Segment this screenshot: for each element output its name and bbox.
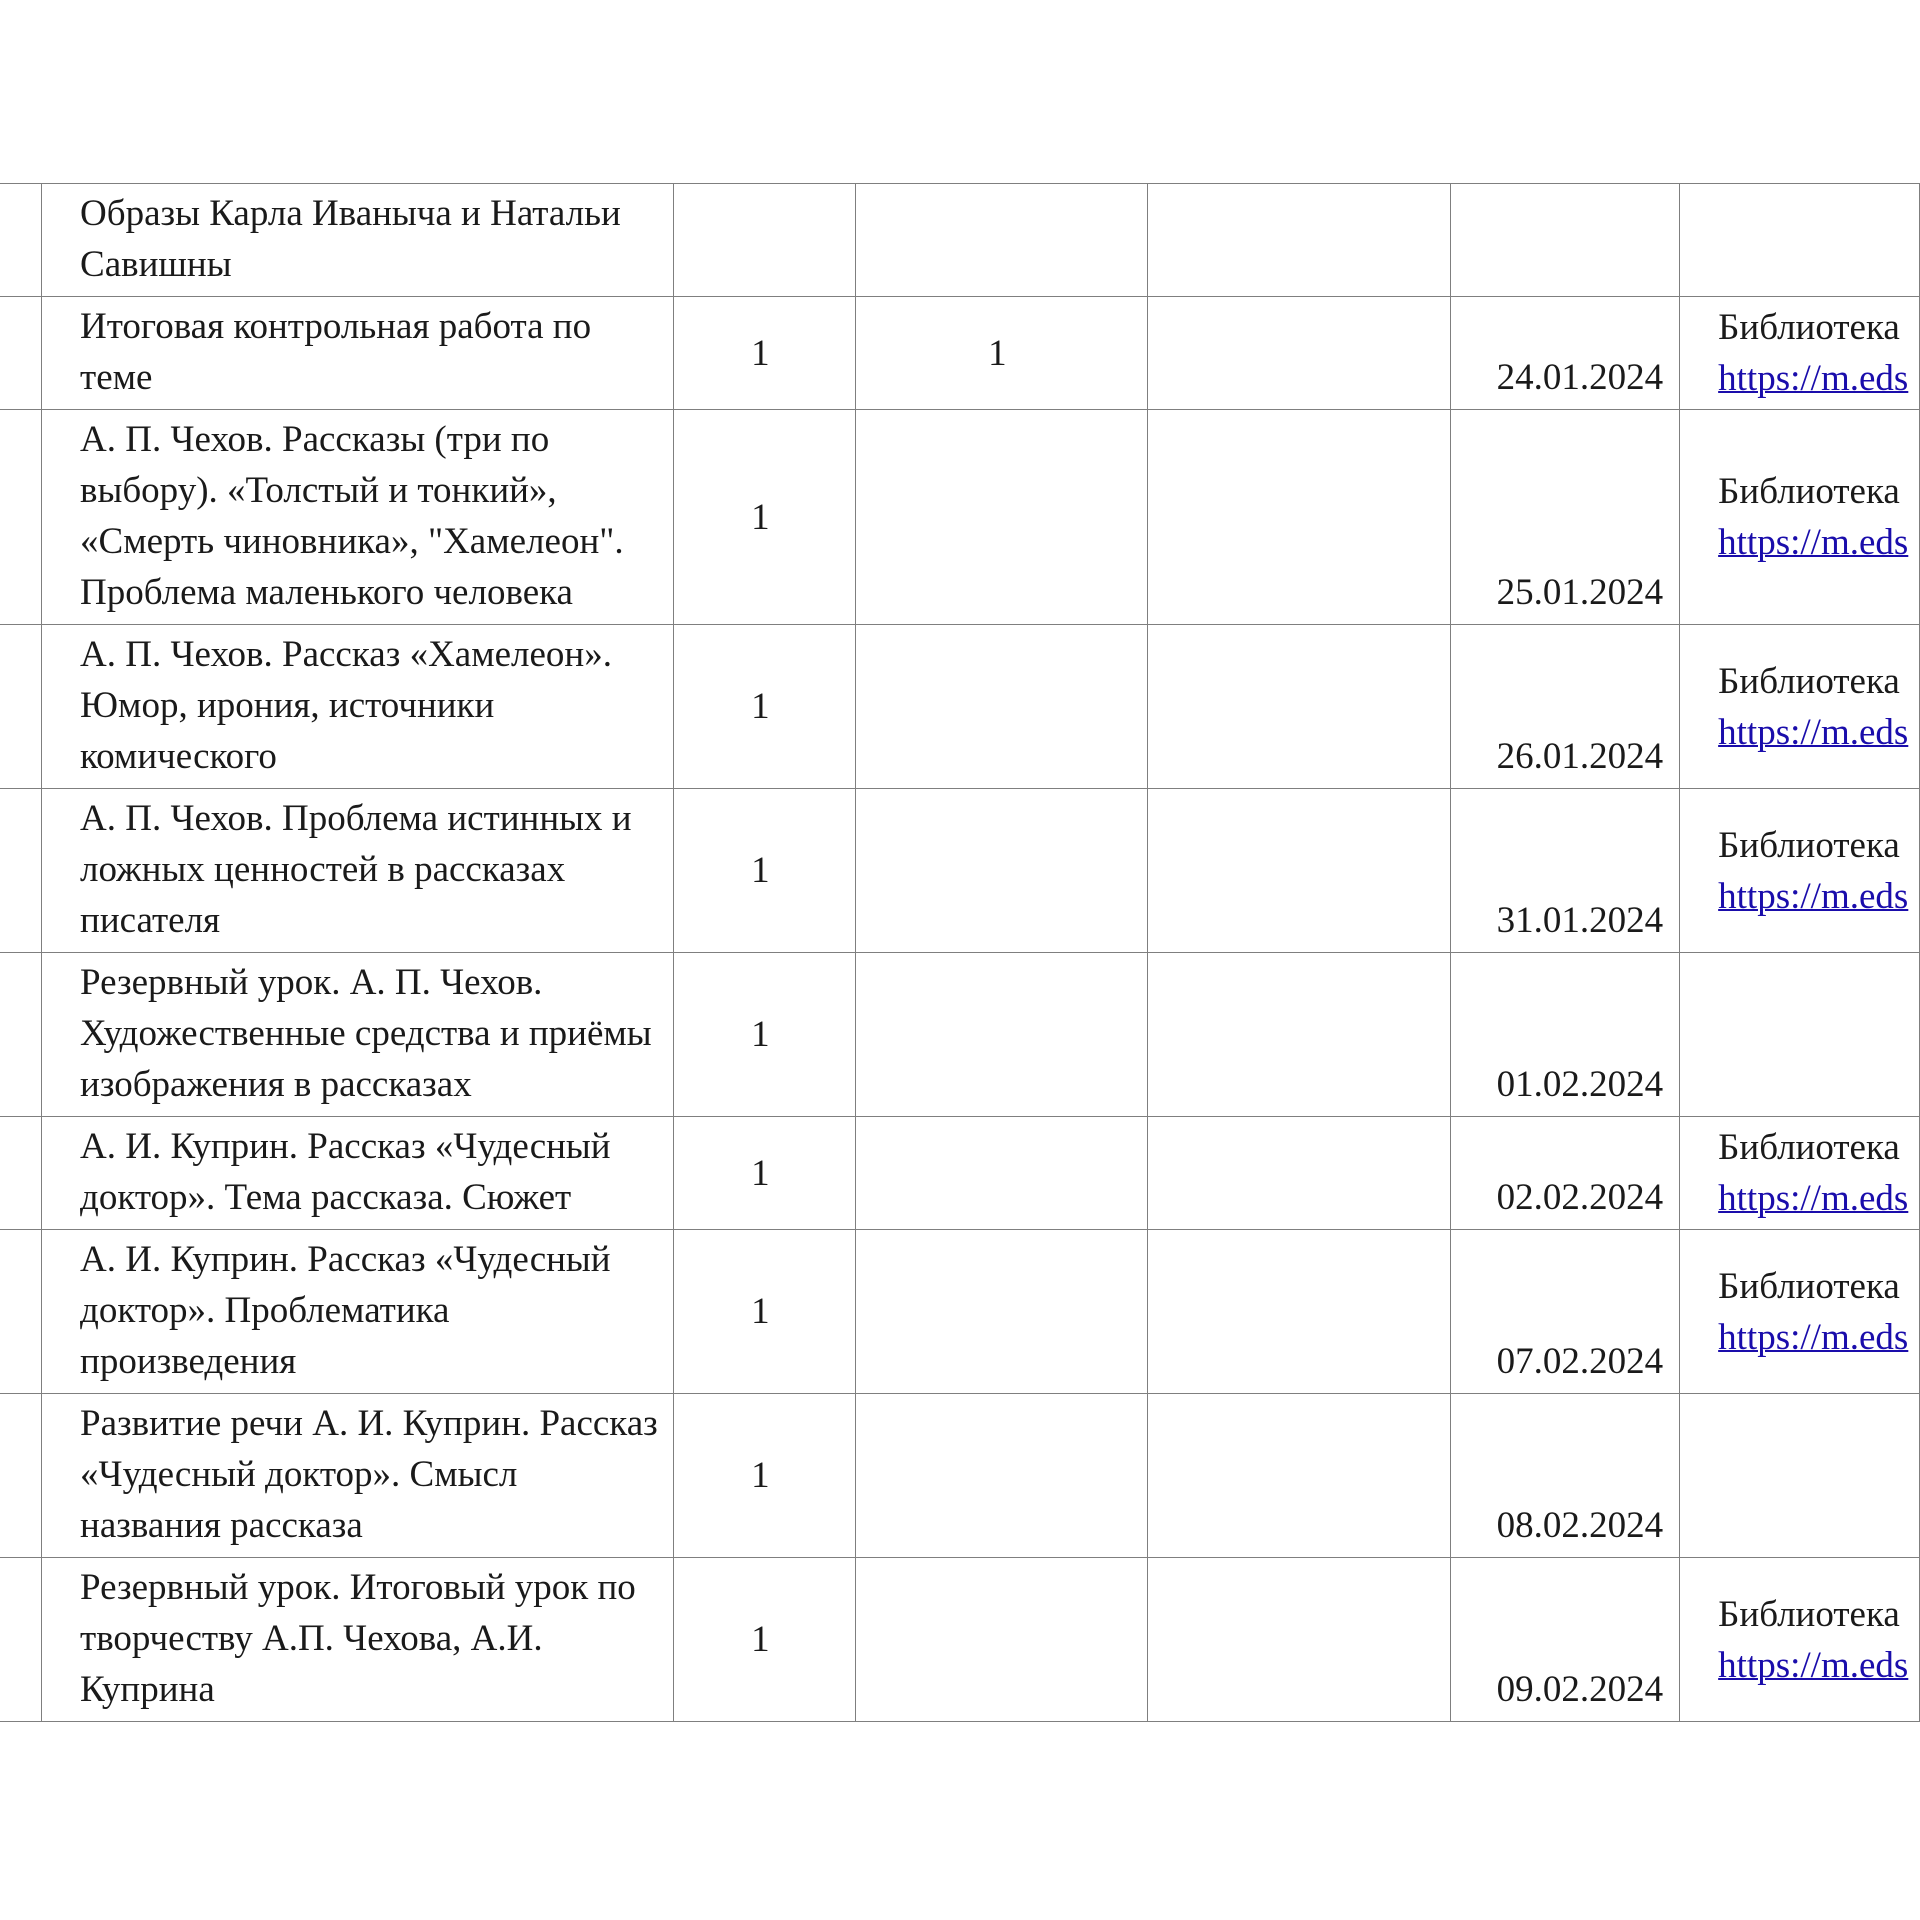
resource-label: Библиотека (1718, 824, 1900, 866)
lesson-number-cell (0, 953, 42, 1117)
practical-works-cell (1147, 1117, 1450, 1230)
lesson-number-cell (0, 1117, 42, 1230)
control-works-cell (855, 1117, 1147, 1230)
lesson-number-cell (0, 297, 42, 410)
resource-cell (1680, 1558, 1920, 1722)
lesson-number-cell (0, 410, 42, 625)
control-works-cell (855, 789, 1147, 953)
resource-cell (1680, 184, 1920, 297)
lesson-date-cell: 26.01.2024 (1451, 625, 1680, 789)
table-row (0, 1117, 1920, 1230)
lesson-topic-cell: Итоговая контрольная работа по теме (42, 297, 674, 410)
resource-cell (1680, 1394, 1920, 1558)
resource-link[interactable]: https://m.eds (1718, 1644, 1909, 1686)
control-works-cell (855, 1558, 1147, 1722)
lesson-number-cell (0, 789, 42, 953)
lesson-topic-cell: Образы Карла Иваныча и Натальи Савишны (42, 184, 674, 297)
control-works-cell (855, 184, 1147, 297)
lesson-number-cell (0, 1394, 42, 1558)
control-works-cell (855, 953, 1147, 1117)
total-hours-cell: 1 (673, 789, 855, 953)
resource-link[interactable]: https://m.eds (1718, 875, 1909, 917)
total-hours-cell: 1 (673, 297, 855, 410)
table-row (0, 184, 1920, 297)
lesson-topic-cell: А. П. Чехов. Проблема истинных и ложных ценностей в рассказах писателя (42, 789, 674, 953)
practical-works-cell (1147, 184, 1450, 297)
resource-link[interactable]: https://m.eds (1718, 358, 1909, 399)
table-row (0, 1394, 1920, 1558)
lesson-topic-cell: А. П. Чехов. Рассказы (три по выбору). «Толстый и тонкий», «Смерть чиновника», "Хамелеон". Проблема маленького человека (42, 410, 674, 625)
lesson-plan-table-container (0, 183, 1920, 1722)
table-row (0, 410, 1920, 625)
table-row (0, 953, 1920, 1117)
total-hours-cell: 1 (673, 1117, 855, 1230)
lesson-date-cell: 24.01.2024 (1451, 297, 1680, 410)
total-hours-cell: 1 (673, 953, 855, 1117)
practical-works-cell (1147, 410, 1450, 625)
lesson-number-cell (0, 1558, 42, 1722)
total-hours-cell: 1 (673, 1230, 855, 1394)
resource-link[interactable]: https://m.eds (1718, 711, 1909, 753)
lesson-topic-cell: Развитие речи А. И. Куприн. Рассказ «Чудесный доктор». Смысл названия рассказа (42, 1394, 674, 1558)
lesson-date-cell: 31.01.2024 (1451, 789, 1680, 953)
practical-works-cell (1147, 625, 1450, 789)
resource-cell (1680, 953, 1920, 1117)
total-hours-cell: 1 (673, 1394, 855, 1558)
resource-link[interactable]: https://m.eds (1718, 1178, 1909, 1219)
lesson-topic-cell: А. И. Куприн. Рассказ «Чудесный доктор». Тема рассказа. Сюжет (42, 1117, 674, 1230)
control-works-cell (855, 1394, 1147, 1558)
lesson-date-cell: 07.02.2024 (1451, 1230, 1680, 1394)
lesson-number-cell (0, 184, 42, 297)
lesson-topic-cell: А. П. Чехов. Рассказ «Хамелеон». Юмор, ирония, источники комического (42, 625, 674, 789)
lesson-number-cell (0, 1230, 42, 1394)
resource-cell (1680, 789, 1920, 953)
table-row (0, 1230, 1920, 1394)
control-works-cell: 1 (855, 297, 1147, 410)
lesson-topic-cell: Резервный урок. А. П. Чехов. Художественные средства и приёмы изображения в рассказах (42, 953, 674, 1117)
lesson-date-cell: 01.02.2024 (1451, 953, 1680, 1117)
control-works-cell (855, 410, 1147, 625)
table-row (0, 297, 1920, 410)
lesson-date-cell: 09.02.2024 (1451, 1558, 1680, 1722)
practical-works-cell (1147, 789, 1450, 953)
table-row (0, 625, 1920, 789)
practical-works-cell (1147, 953, 1450, 1117)
table-row (0, 1558, 1920, 1722)
lesson-topic-cell: А. И. Куприн. Рассказ «Чудесный доктор». Проблематика произведения (42, 1230, 674, 1394)
practical-works-cell (1147, 297, 1450, 410)
control-works-cell (855, 1230, 1147, 1394)
resource-cell (1680, 410, 1920, 625)
total-hours-cell: 1 (673, 410, 855, 625)
lesson-date-cell: 08.02.2024 (1451, 1394, 1680, 1558)
resource-link[interactable]: https://m.eds (1718, 1316, 1909, 1358)
resource-label: Библиотека (1718, 660, 1900, 702)
resource-cell (1680, 625, 1920, 789)
practical-works-cell (1147, 1230, 1450, 1394)
practical-works-cell (1147, 1558, 1450, 1722)
lesson-plan-table (0, 183, 1920, 1722)
resource-label: Библиотека (1718, 1127, 1900, 1168)
control-works-cell (855, 625, 1147, 789)
resource-label: Библиотека (1718, 307, 1900, 348)
total-hours-cell (673, 184, 855, 297)
resource-label: Библиотека (1718, 471, 1900, 512)
total-hours-cell: 1 (673, 625, 855, 789)
resource-cell (1680, 1230, 1920, 1394)
resource-label: Библиотека (1718, 1593, 1900, 1635)
resource-cell (1680, 297, 1920, 410)
resource-link[interactable]: https://m.eds (1718, 522, 1909, 563)
lesson-date-cell (1451, 184, 1680, 297)
lesson-date-cell: 02.02.2024 (1451, 1117, 1680, 1230)
lesson-topic-cell: Резервный урок. Итоговый урок по творчеству А.П. Чехова, А.И. Куприна (42, 1558, 674, 1722)
practical-works-cell (1147, 1394, 1450, 1558)
table-row (0, 789, 1920, 953)
lesson-date-cell: 25.01.2024 (1451, 410, 1680, 625)
resource-cell (1680, 1117, 1920, 1230)
total-hours-cell: 1 (673, 1558, 855, 1722)
resource-label: Библиотека (1718, 1265, 1900, 1307)
lesson-number-cell (0, 625, 42, 789)
